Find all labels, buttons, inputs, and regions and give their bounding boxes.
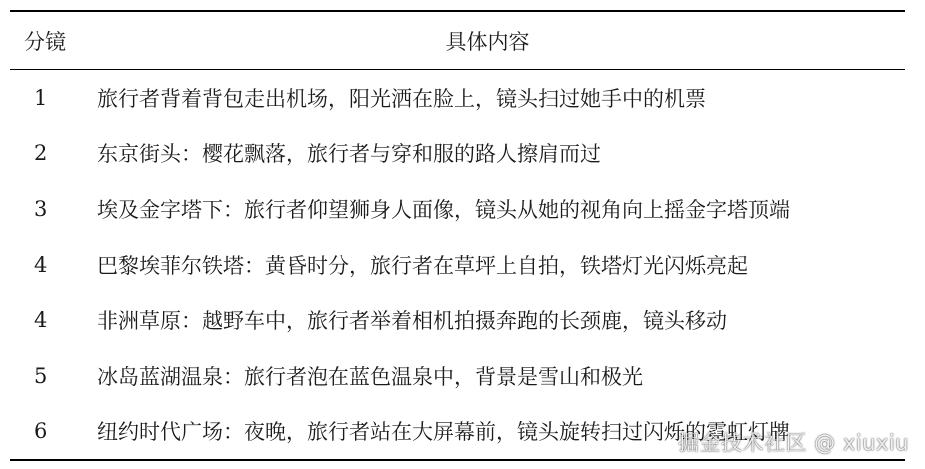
- row-content: 埃及金字塔下：旅行者仰望狮身人面像，镜头从她的视角向上摇金字塔顶端: [97, 197, 790, 222]
- watermark-text: 掘金技术社区 @ xiuxiu: [678, 431, 909, 455]
- row-content: 冰岛蓝湖温泉：旅行者泡在蓝色温泉中，背景是雪山和极光: [97, 364, 643, 389]
- row-shot-number: 1: [34, 85, 48, 110]
- row-content: 巴黎埃菲尔铁塔：黄昏时分，旅行者在草坪上自拍，铁塔灯光闪烁亮起: [97, 253, 748, 278]
- row-shot-number: 2: [34, 141, 48, 166]
- header-shot: 分镜: [24, 29, 66, 54]
- row-content: 东京街头：樱花飘落，旅行者与穿和服的路人擦肩而过: [97, 142, 601, 167]
- storyboard-table: [10, 10, 905, 461]
- table-body: [10, 70, 905, 459]
- row-shot-number: 3: [34, 196, 48, 221]
- row-shot-number: 6: [34, 419, 48, 444]
- row-content: 旅行者背着背包走出机场，阳光洒在脸上，镜头扫过她手中的机票: [97, 86, 706, 111]
- table-row: [10, 70, 905, 126]
- table-row: [10, 348, 905, 404]
- row-shot-number: 4: [34, 308, 48, 333]
- table-row: [10, 126, 905, 182]
- row-content: 非洲草原：越野车中，旅行者举着相机拍摄奔跑的长颈鹿，镜头移动: [97, 309, 727, 334]
- table-bottom-rule: [10, 459, 905, 461]
- row-shot-number: 4: [34, 252, 48, 277]
- table-header-row: [10, 12, 905, 69]
- table-row: [10, 181, 905, 237]
- table-row: [10, 292, 905, 348]
- row-content: 纽约时代广场：夜晚，旅行者站在大屏幕前，镜头旋转扫过闪烁的霓虹灯牌: [97, 420, 790, 445]
- row-shot-number: 5: [34, 363, 48, 388]
- header-content: 具体内容: [445, 29, 530, 54]
- table-row: [10, 237, 905, 293]
